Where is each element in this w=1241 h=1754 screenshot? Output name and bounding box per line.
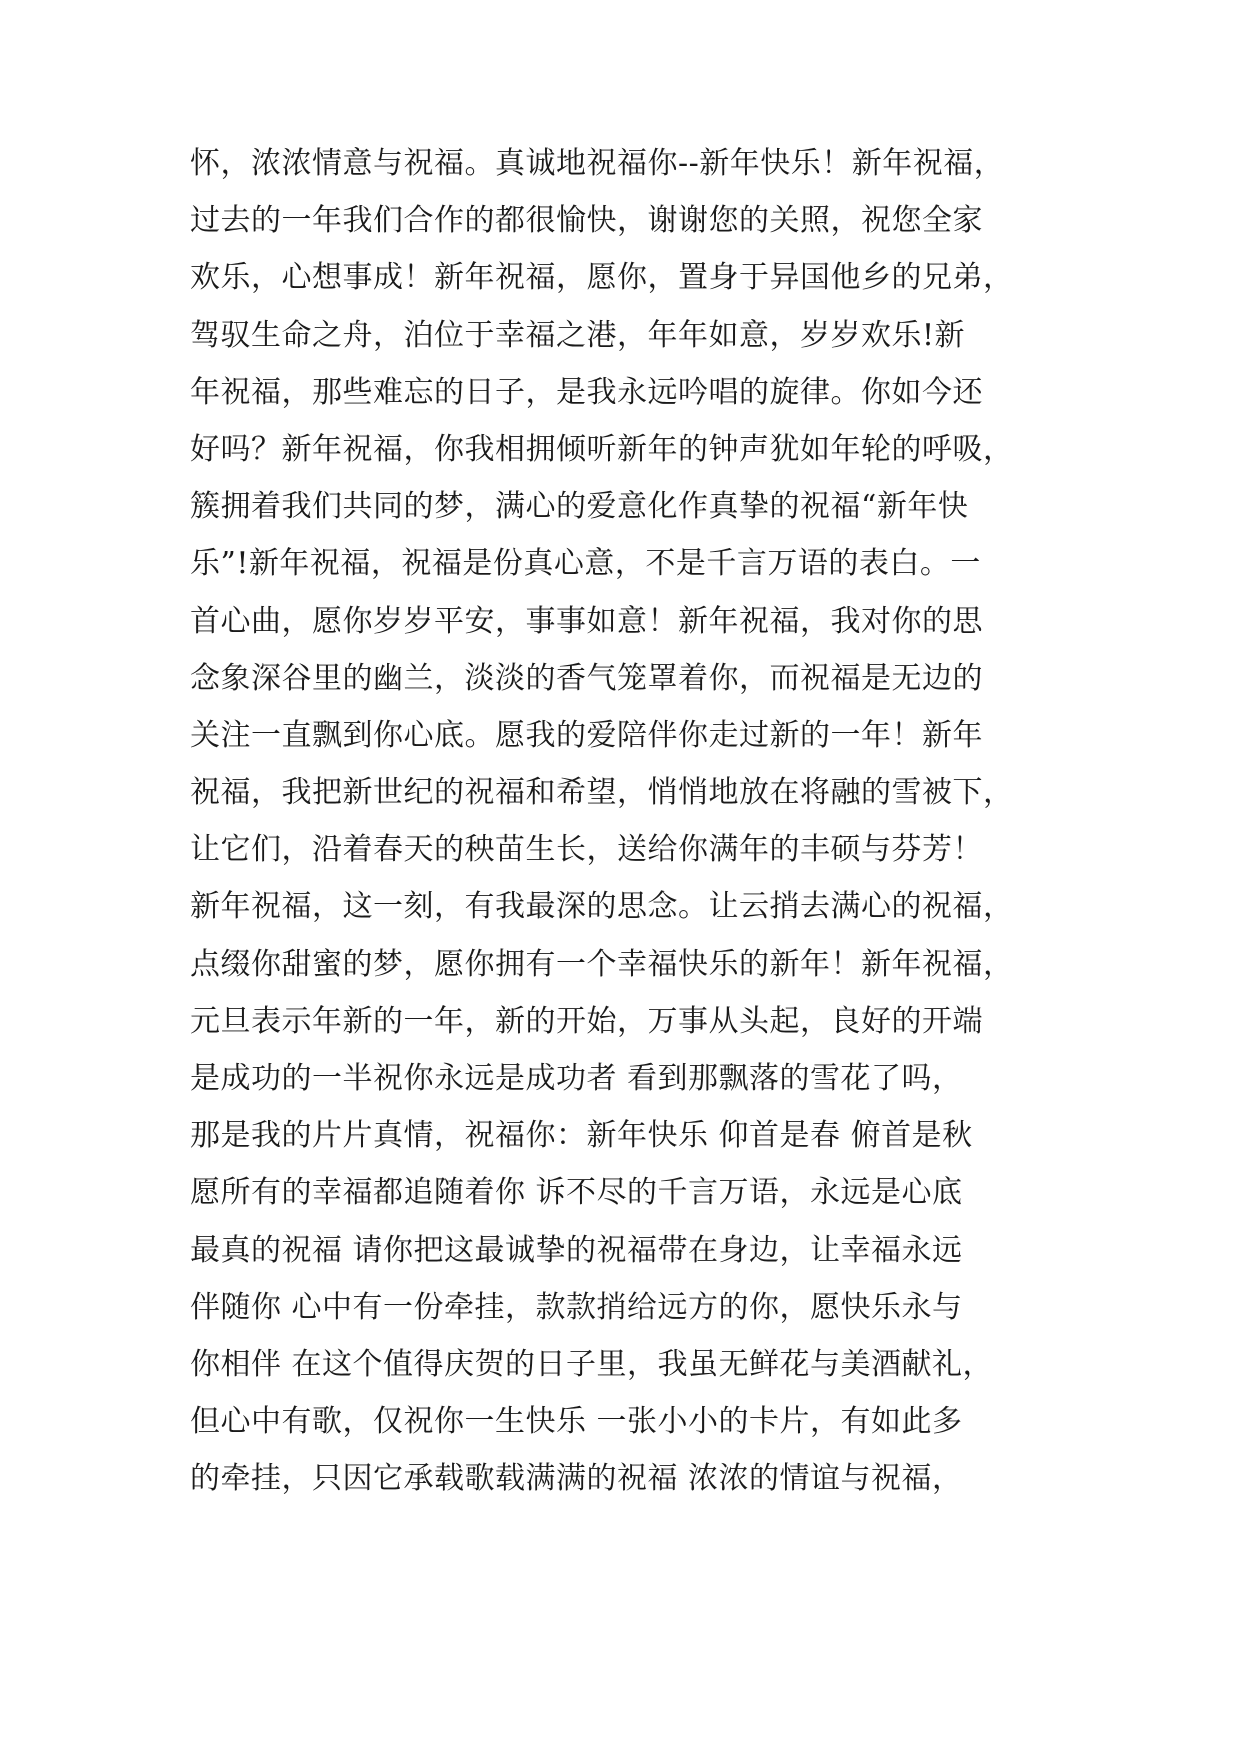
text-line: 年祝福，那些难忘的日子，是我永远吟唱的旋律。你如今还 [190,374,983,410]
text-line: 念象深谷里的幽兰，淡淡的香气笼罩着你，而祝福是无边的 [190,660,983,696]
body-text [190,135,1060,1508]
text-line: 过去的一年我们合作的都很愉快，谢谢您的关照，祝您全家 [190,203,983,239]
text-line: 是成功的一半祝你永远是成功者 看到那飘落的雪花了吗， [190,1061,963,1096]
text-line: 欢乐，心想事成！新年祝福，愿你，置身于异国他乡的兄弟， [190,260,1014,296]
text-line: 点缀你甜蜜的梦，愿你拥有一个幸福快乐的新年！新年祝福， [190,946,1014,982]
text-line: 乐”!新年祝福，祝福是份真心意，不是千言万语的表白。一 [190,546,981,582]
text-line: 好吗？新年祝福，你我相拥倾听新年的钟声犹如年轮的呼吸， [190,431,1014,467]
text-line: 那是我的片片真情，祝福你：新年快乐 仰首是春 俯首是秋 [190,1118,973,1154]
text-line: 簇拥着我们共同的梦，满心的爱意化作真挚的祝福“新年快 [190,489,969,525]
text-line: 最真的祝福 请你把这最诚挚的祝福带在身边，让幸福永远 [190,1232,963,1268]
text-line: 祝福，我把新世纪的祝福和希望，悄悄地放在将融的雪被下， [190,775,1014,811]
text-line: 愿所有的幸福都追随着你 诉不尽的千言万语，永远是心底 [190,1175,963,1211]
text-line: 但心中有歌，仅祝你一生快乐 一张小小的卡片，有如此多 [190,1404,963,1440]
text-line: 首心曲，愿你岁岁平安，事事如意！新年祝福，我对你的思 [190,603,983,639]
text-line: 驾驭生命之舟，泊位于幸福之港，年年如意，岁岁欢乐!新 [190,317,966,353]
text-line: 的牵挂，只因它承载歌载满满的祝福 浓浓的情谊与祝福， [190,1461,963,1497]
text-line: 关注一直飘到你心底。愿我的爱陪伴你走过新的一年！新年 [190,717,983,753]
text-line: 伴随你 心中有一份牵挂，款款捎给远方的你，愿快乐永与 [190,1289,963,1325]
text-line: 让它们，沿着春天的秧苗生长，送给你满年的丰硕与芬芳！ [190,832,983,868]
text-line: 你相伴 在这个值得庆贺的日子里，我虽无鲜花与美酒献礼， [190,1346,994,1382]
text-line: 怀，浓浓情意与祝福。真诚地祝福你--新年快乐！新年祝福， [190,146,1005,181]
text-line: 新年祝福，这一刻，有我最深的思念。让云捎去满心的祝福， [190,889,1014,925]
text-line: 元旦表示年新的一年，新的开始，万事从头起，良好的开端 [190,1003,983,1039]
